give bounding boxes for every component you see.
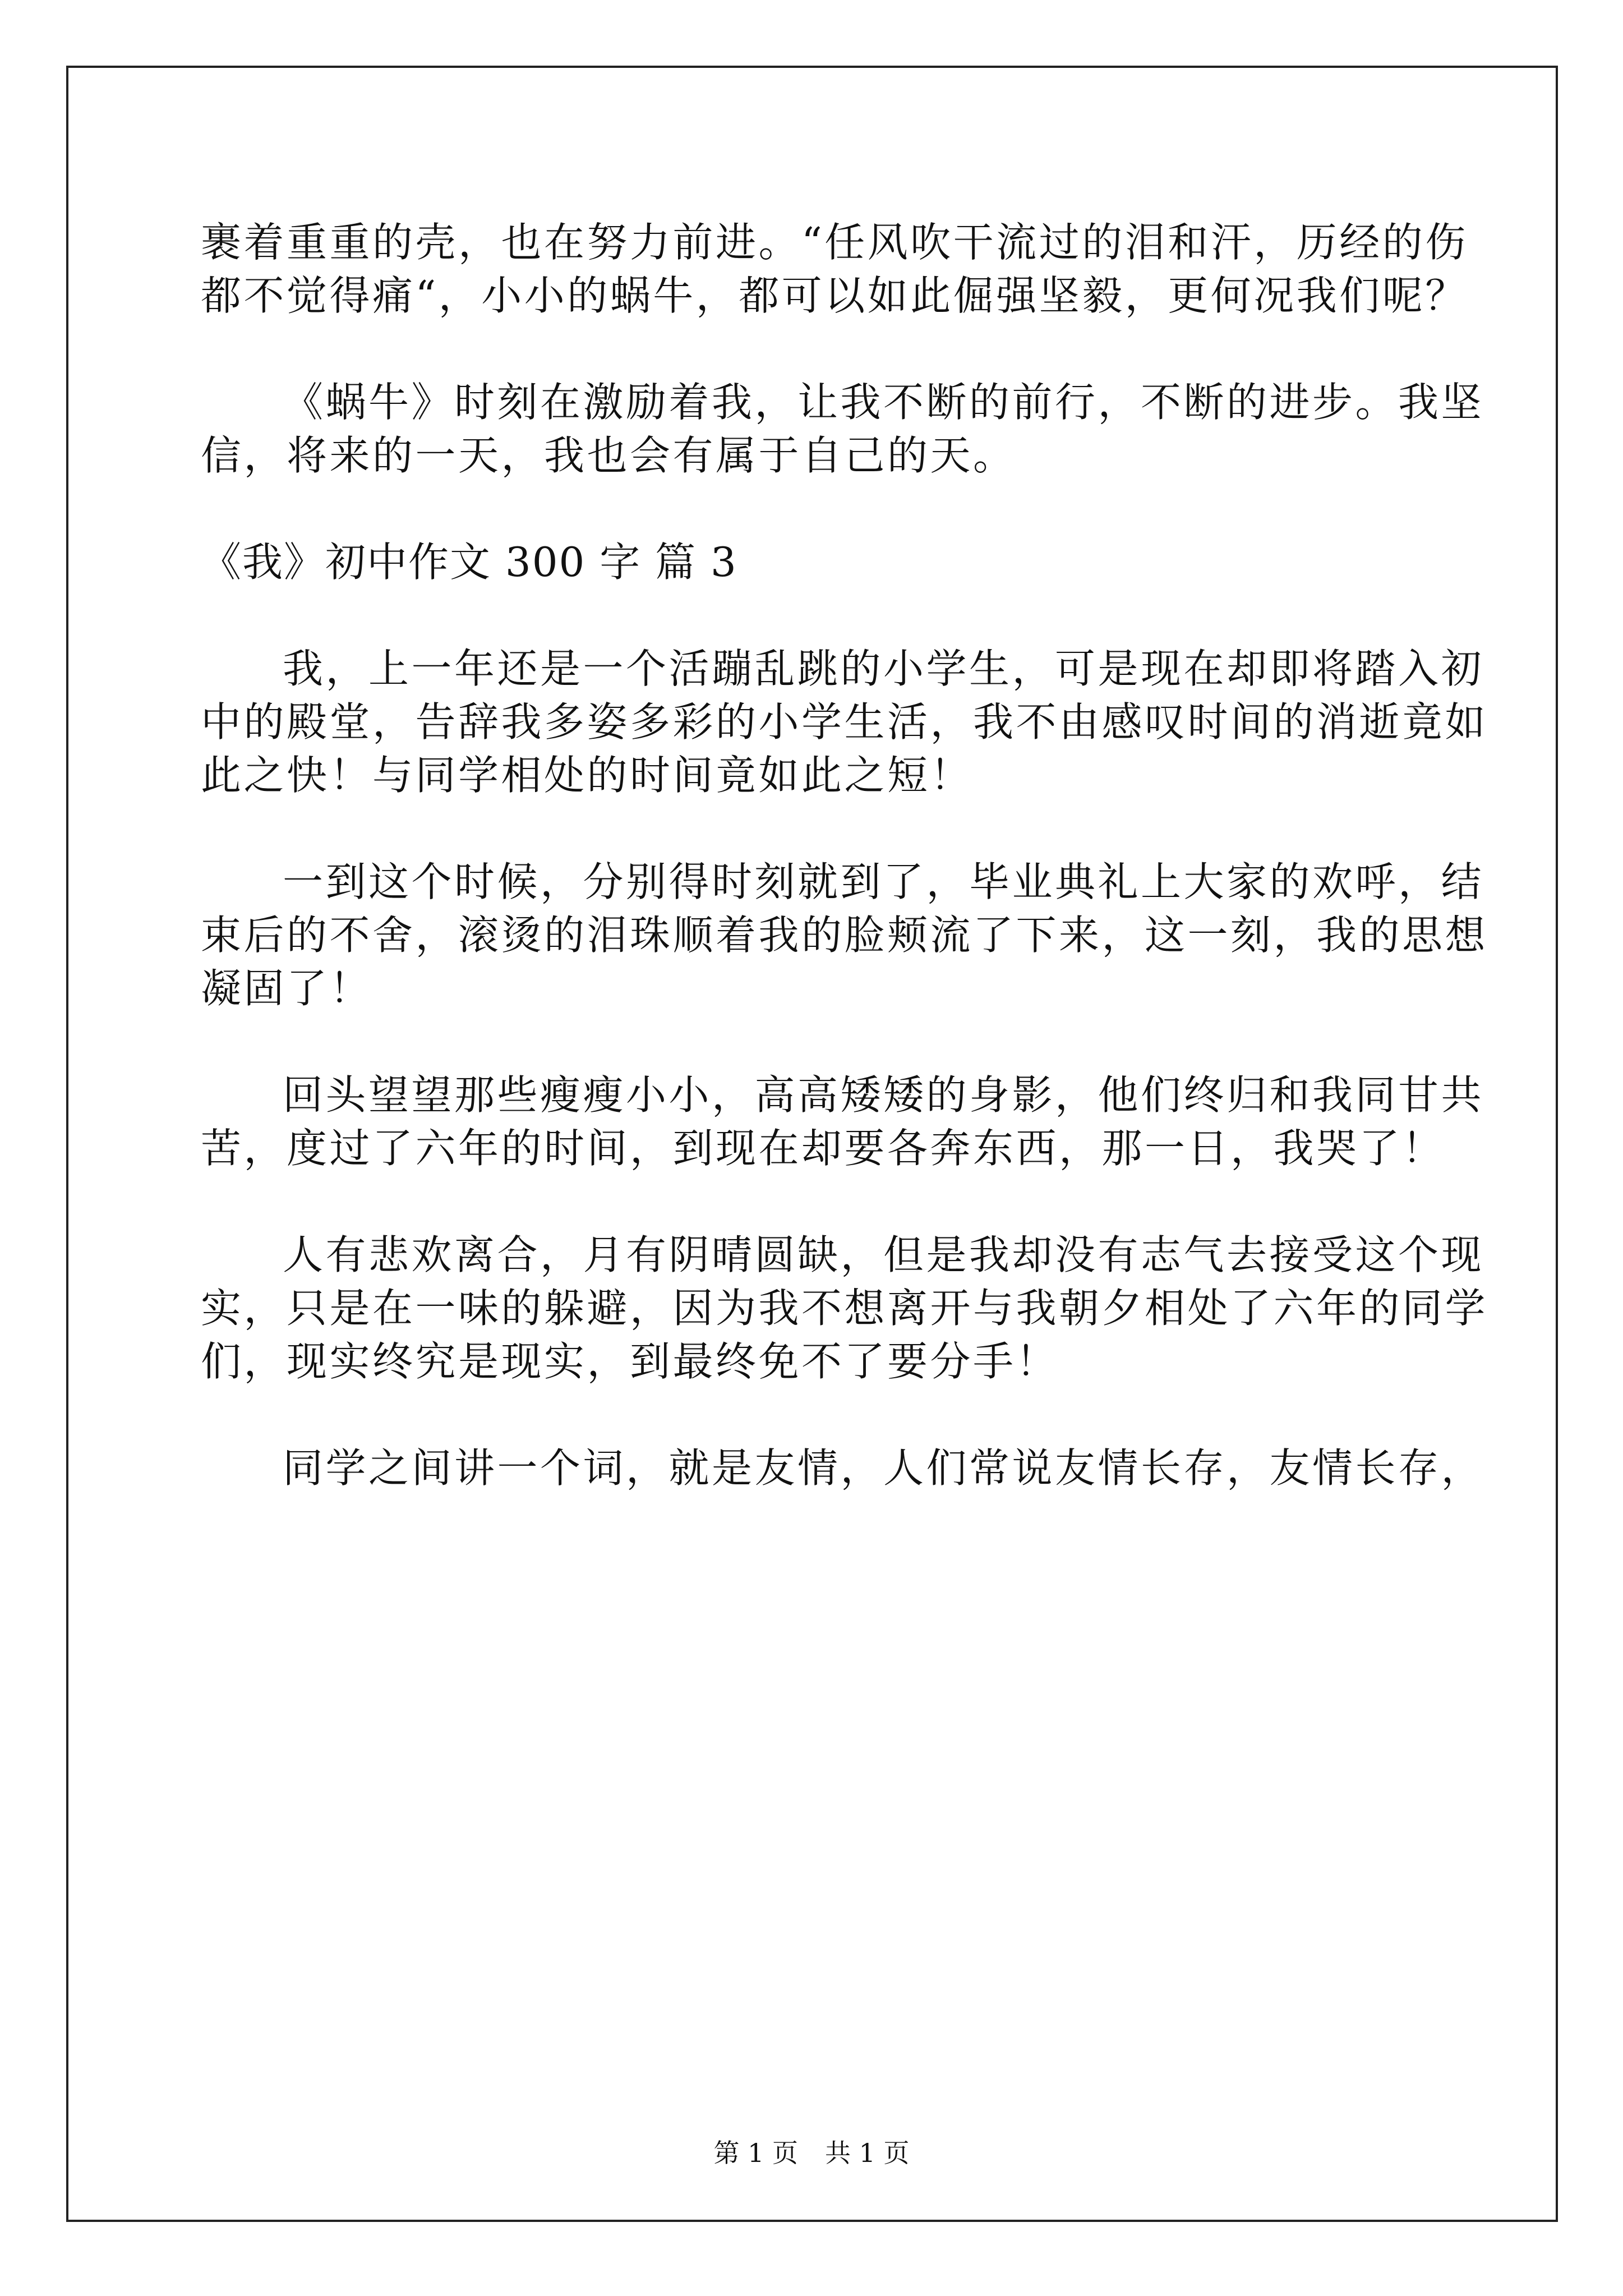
paragraph [201, 1442, 1484, 1495]
text-line: 中的殿堂，告辞我多姿多彩的小学生活，我不由感叹时间的消逝竟如 [201, 698, 1488, 746]
paragraph [201, 376, 1484, 482]
page-total: 共 1 页 [825, 2138, 910, 2168]
text-line: 们，现实终究是现实，到最终免不了要分手！ [201, 1338, 1059, 1385]
section-heading: 《我》初中作文 300 字 篇 3 [201, 539, 737, 586]
paragraph [201, 216, 1468, 323]
document-body [201, 216, 1488, 1495]
text-line: 此之快！与同学相处的时间竟如此之短！ [201, 752, 974, 799]
paragraph [201, 1069, 1484, 1175]
text-line: 人有悲欢离合，月有阴晴圆缺，但是我却没有志气去接受这个现 [283, 1231, 1484, 1278]
text-line: 苦，度过了六年的时间，到现在却要各奔东西，那一日，我哭了！ [201, 1125, 1445, 1172]
text-line: 信，将来的一天，我也会有属于自己的天。 [201, 432, 1016, 479]
text-line: 《蜗牛》时刻在激励着我，让我不断的前行，不断的进步。我坚 [283, 379, 1484, 426]
paragraph [201, 1228, 1488, 1388]
page-number: 第 1 页 [713, 2138, 798, 2168]
paragraph [201, 642, 1488, 802]
text-line: 一到这个时候，分别得时刻就到了，毕业典礼上大家的欢呼，结 [283, 858, 1484, 905]
page-footer [0, 2136, 1623, 2170]
text-line: 凝固了！ [201, 965, 373, 1012]
paragraph [201, 855, 1488, 1015]
text-line: 我，上一年还是一个活蹦乱跳的小学生，可是现在却即将踏入初 [283, 645, 1484, 692]
text-line: 裹着重重的壳，也在努力前进。“任风吹干流过的泪和汗，历经的伤 [201, 219, 1468, 266]
text-line: 束后的不舍，滚烫的泪珠顺着我的脸颊流了下来，这一刻，我的思想 [201, 912, 1488, 959]
text-line: 回头望望那些瘦瘦小小，高高矮矮的身影，他们终归和我同甘共 [283, 1071, 1484, 1119]
text-line: 都不觉得痛“，小小的蜗牛，都可以如此倔强坚毅，更何况我们呢？ [201, 272, 1468, 319]
text-line: 同学之间讲一个词，就是友情，人们常说友情长存，友情长存， [283, 1444, 1484, 1492]
text-line: 实，只是在一味的躲避，因为我不想离开与我朝夕相处了六年的同学 [201, 1285, 1488, 1332]
